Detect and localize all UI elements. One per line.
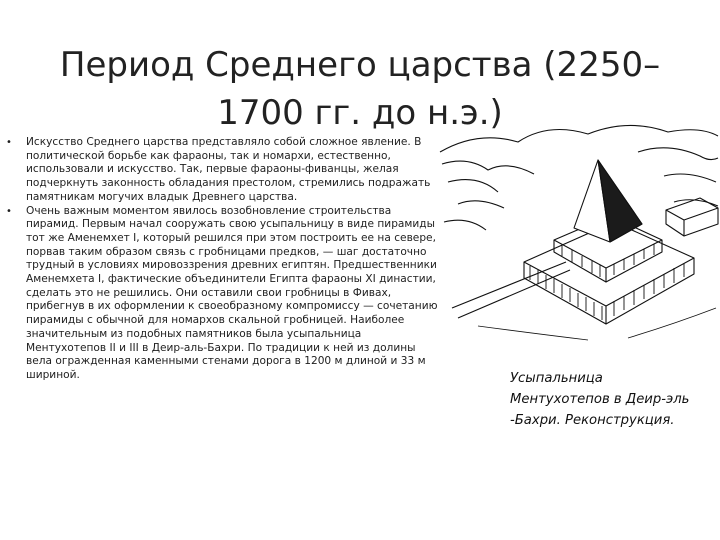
slide-title-line-2: 1700 гг. до н.э.) <box>217 92 503 133</box>
causeway-wall <box>452 262 570 318</box>
bullet-item-1 <box>6 136 442 205</box>
image-caption <box>510 368 720 431</box>
mortuary-temple-illustration <box>438 112 720 344</box>
bullet-item-2 <box>6 205 442 383</box>
upper-terrace-front <box>554 240 662 282</box>
bullet-text-2: Очень важным моментом явилось возобновление строительства пирамид. Первым начал сооружать свою усыпальницу в виде пирамиды тот же Аменемхет I, который решился при этом построить ее на севере, порвав таким образом связь с гробницами предков, — шаг достаточно трудный в условиях мировоззрения древних египтян. Предшественники Аменемхета I, фактические объединители Египта фараоны XI династии, сделать это не решились. Они оставили свои гробницы в Фивах, прибегнув в их оформлении к своеобразному компромиссу — сочетанию пирамиды с обычной для номархов скальной гробницей. Наиболее значительным из подобных памятников была усыпальница Ментухотепов II и III в Деир-аль-Бахри. По традиции к ней из долины вела огражденная каменными стенами дорога в 1200 м длиной и 33 м шириной. <box>26 204 438 381</box>
cliff-sketch <box>442 161 534 174</box>
slide-title-line-1: Период Среднего царства (2250– <box>59 44 661 85</box>
bullet-marker: • <box>6 137 12 148</box>
caption-line-2: Ментухотепов в Деир-эль <box>510 392 690 407</box>
upper-colonnade <box>562 244 654 277</box>
cliff-sketch <box>444 180 504 230</box>
bullet-list <box>6 136 442 383</box>
bullet-text-1: Искусство Среднего царства представляло собой сложное явление. В политической борьбе как фараоны, так и номархи, естественно, использовали и искусство. Так, первые фараоны-фиванцы, желая подчеркнуть законность обладания престолом, стремились подражать памятникам могучих владык Древнего царства. <box>26 136 431 203</box>
bullet-marker: • <box>6 205 12 217</box>
ground-line <box>478 308 716 340</box>
caption-line-3: -Бахри. Реконструкция. <box>510 413 675 428</box>
cliff-sketch <box>638 148 718 160</box>
lower-colonnade <box>530 263 684 320</box>
cliff-sketch <box>440 125 718 152</box>
caption-line-1: Усыпальница <box>510 371 603 386</box>
lower-terrace-front <box>524 258 694 324</box>
